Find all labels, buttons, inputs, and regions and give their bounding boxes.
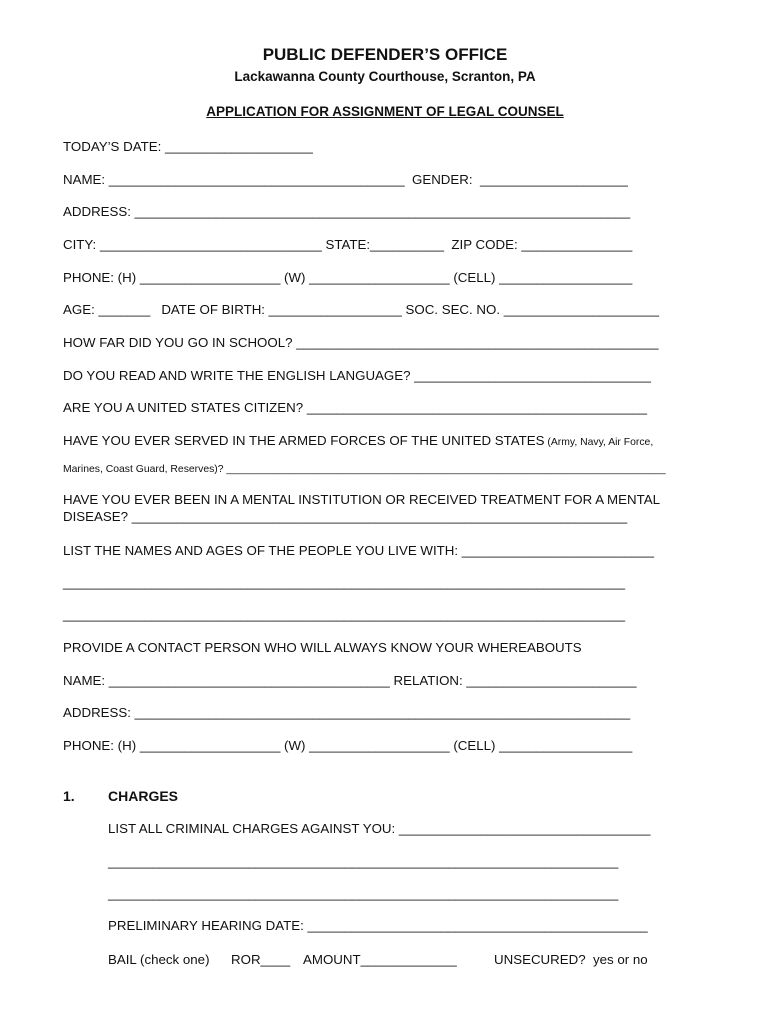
charges-heading: CHARGES (108, 788, 179, 804)
school-field[interactable]: HOW FAR DID YOU GO IN SCHOOL? _________________________________________________ (63, 335, 659, 350)
charges-blank-line-1[interactable]: _____________________________________________________________________ (108, 854, 619, 869)
charges-list-field[interactable]: LIST ALL CRIMINAL CHARGES AGAINST YOU: __________________________________ (108, 821, 651, 836)
live-with-blank-line-1[interactable]: ____________________________________________________________________________ (63, 575, 626, 590)
city-state-zip-field[interactable]: CITY: ______________________________ STATE:__________ ZIP CODE: _______________ (63, 237, 633, 252)
todays-date-field[interactable]: TODAY’S DATE: ____________________ (63, 139, 313, 154)
live-with-field[interactable]: LIST THE NAMES AND AGES OF THE PEOPLE YOU LIVE WITH: __________________________ (63, 543, 655, 558)
form-title: APPLICATION FOR ASSIGNMENT OF LEGAL COUNSEL (206, 104, 564, 119)
name-gender-field[interactable]: NAME: ________________________________________ GENDER: ____________________ (63, 172, 628, 187)
bail-amount-field[interactable]: AMOUNT_____________ (303, 952, 457, 967)
live-with-blank-line-2[interactable]: ____________________________________________________________________________ (63, 607, 626, 622)
bail-label: BAIL (check one) (108, 952, 210, 967)
contact-address-field[interactable]: ADDRESS: ___________________________________________________________________ (63, 705, 631, 720)
armed-forces-branches: (Army, Navy, Air Force, (544, 437, 654, 448)
hearing-date-field[interactable]: PRELIMINARY HEARING DATE: ______________________________________________ (108, 918, 648, 933)
mental-question: HAVE YOU EVER BEEN IN A MENTAL INSTITUTION OR RECEIVED TREATMENT FOR A MENTAL (63, 492, 660, 507)
mental-field[interactable]: DISEASE? ___________________________________________________________________ (63, 509, 628, 524)
phone-field[interactable]: PHONE: (H) ___________________ (W) ___________________ (CELL) __________________ (63, 270, 633, 285)
section-number: 1. (63, 788, 75, 804)
armed-forces-field[interactable]: Marines, Coast Guard, Reserves)? ____________________________________________________________________________ (63, 464, 666, 475)
contact-name-relation-field[interactable]: NAME: ______________________________________ RELATION: _______________________ (63, 673, 637, 688)
contact-heading: PROVIDE A CONTACT PERSON WHO WILL ALWAYS KNOW YOUR WHEREABOUTS (63, 640, 582, 655)
contact-phone-field[interactable]: PHONE: (H) ___________________ (W) ___________________ (CELL) __________________ (63, 738, 633, 753)
office-title: PUBLIC DEFENDER’S OFFICE (262, 45, 508, 64)
english-field[interactable]: DO YOU READ AND WRITE THE ENGLISH LANGUAGE? ________________________________ (63, 368, 651, 383)
armed-forces-main-text: HAVE YOU EVER SERVED IN THE ARMED FORCES OF THE UNITED STATES (63, 433, 545, 448)
citizen-field[interactable]: ARE YOU A UNITED STATES CITIZEN? ______________________________________________ (63, 400, 647, 415)
bail-ror-option[interactable]: ROR____ (231, 952, 291, 967)
charges-blank-line-2[interactable]: _____________________________________________________________________ (108, 886, 619, 901)
armed-forces-question (63, 433, 653, 451)
office-location: Lackawanna County Courthouse, Scranton, PA (234, 69, 536, 84)
bail-unsecured-field[interactable]: UNSECURED? yes or no (494, 952, 648, 967)
age-dob-ssn-field[interactable]: AGE: _______ DATE OF BIRTH: __________________ SOC. SEC. NO. _____________________ (63, 302, 660, 317)
address-field[interactable]: ADDRESS: ___________________________________________________________________ (63, 204, 631, 219)
